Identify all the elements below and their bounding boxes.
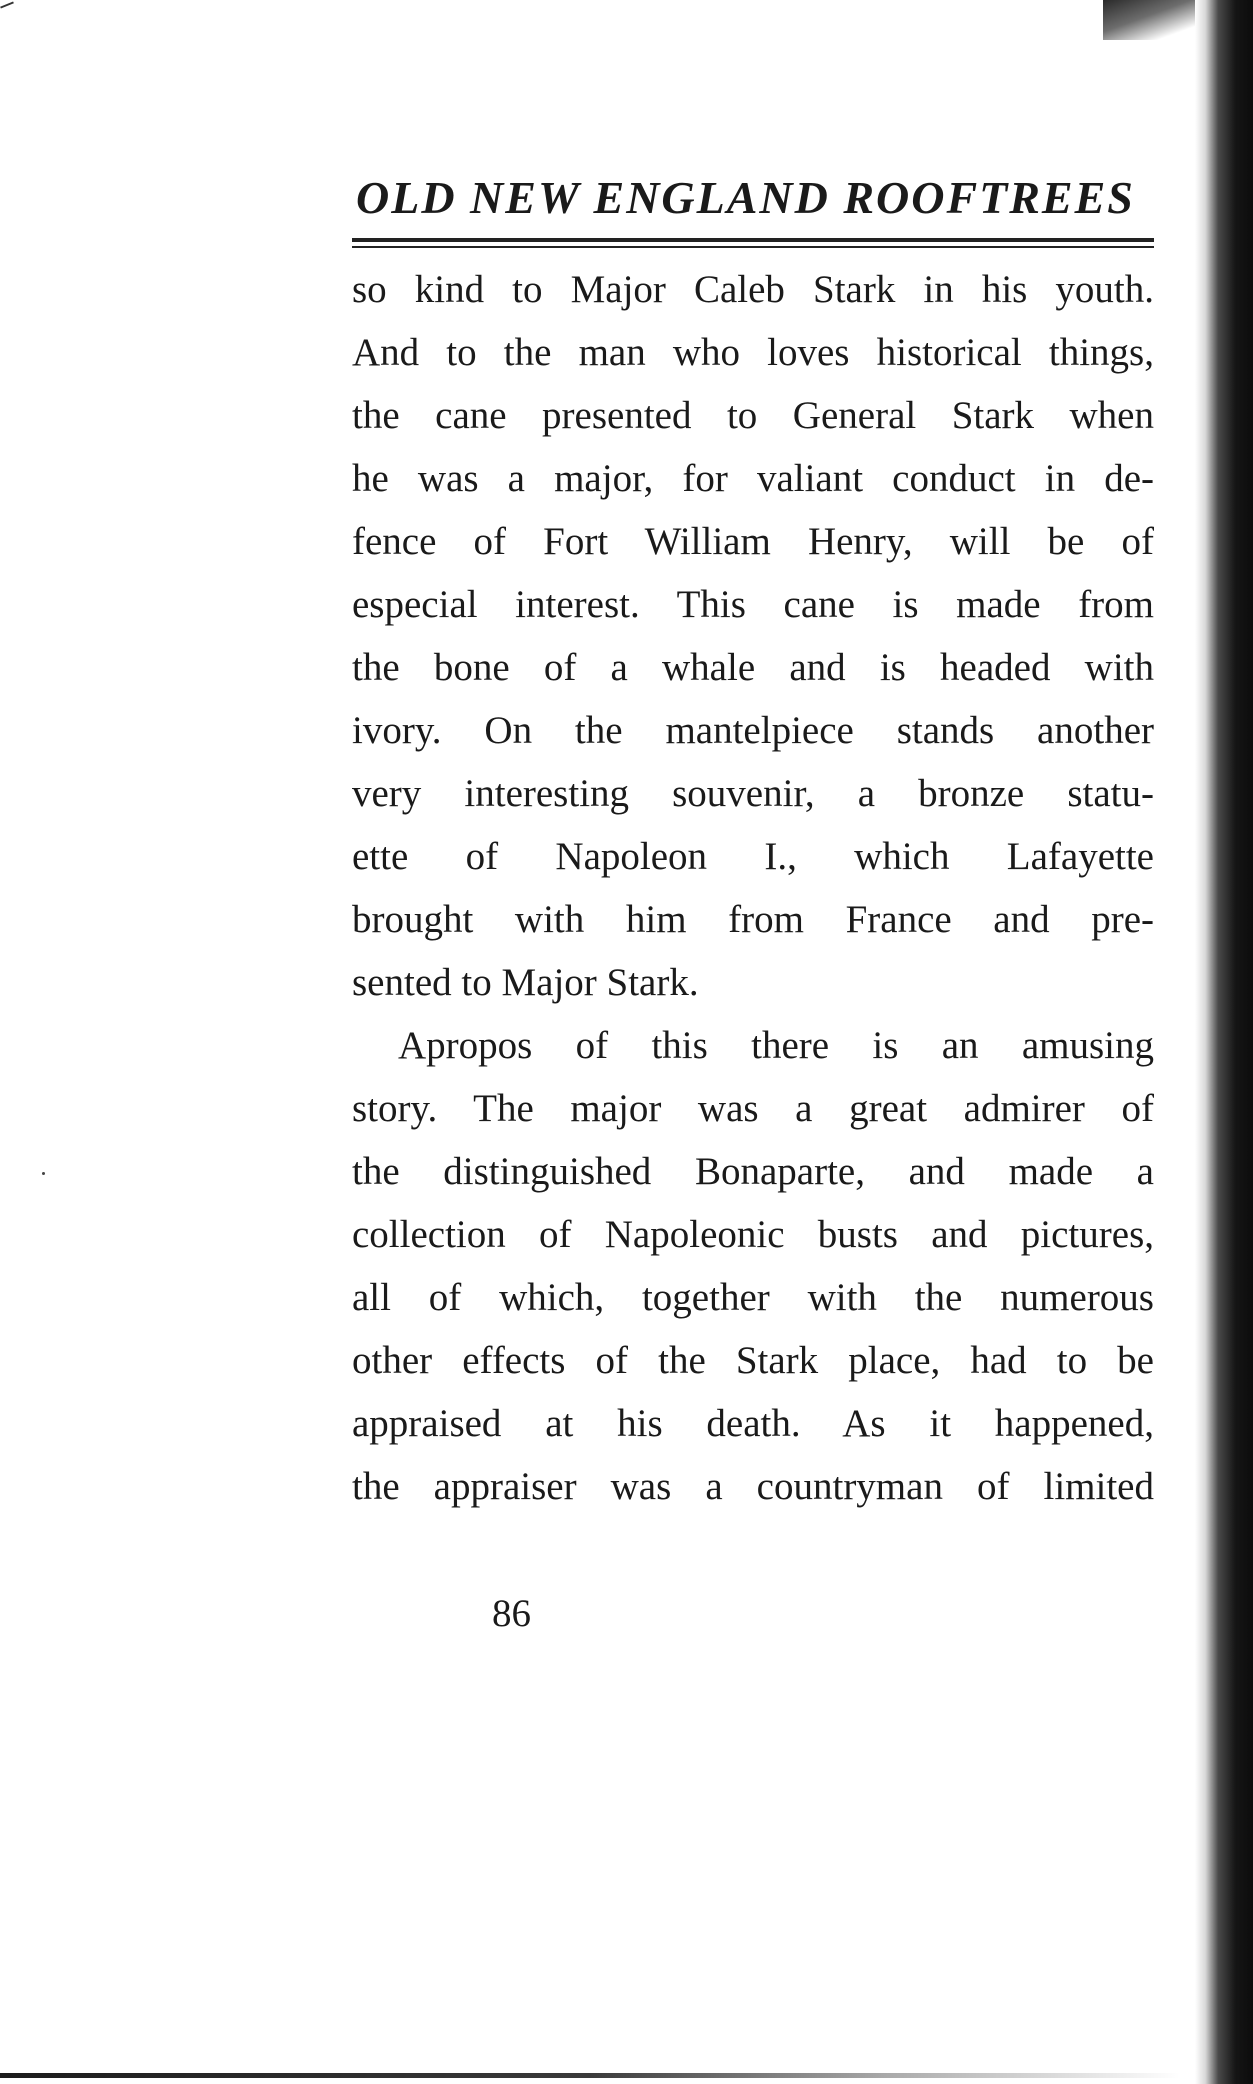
text-line: ivory. On the mantelpiece stands another bbox=[352, 709, 1154, 752]
text-line: the bone of a whale and is headed with bbox=[352, 646, 1154, 689]
text-line: all of which, together with the numerous bbox=[352, 1276, 1154, 1319]
running-head: OLD NEW ENGLAND ROOFTREES bbox=[356, 172, 1135, 223]
scan-speck bbox=[42, 1172, 45, 1175]
text-line: ette of Napoleon I., which Lafayette bbox=[352, 835, 1154, 878]
text-line: so kind to Major Caleb Stark in his youth. bbox=[352, 268, 1154, 311]
text-line: story. The major was a great admirer of bbox=[352, 1087, 1154, 1130]
text-line: other effects of the Stark place, had to be bbox=[352, 1339, 1154, 1382]
book-page bbox=[352, 170, 1154, 1518]
text-line: brought with him from France and pre- bbox=[352, 898, 1154, 941]
header-rule-thick bbox=[352, 238, 1154, 242]
text-line: fence of Fort William Henry, will be of bbox=[352, 520, 1154, 563]
paragraph-1 bbox=[352, 258, 1154, 1014]
text-line: sented to Major Stark. bbox=[352, 961, 699, 1004]
text-line: the distinguished Bonaparte, and made a bbox=[352, 1150, 1154, 1193]
text-line: appraised at his death. As it happened, bbox=[352, 1402, 1154, 1445]
text-line: And to the man who loves historical things, bbox=[352, 331, 1154, 374]
text-line: Apropos of this there is an amusing bbox=[398, 1024, 1154, 1067]
body-text bbox=[352, 258, 1154, 1518]
text-line: especial interest. This cane is made from bbox=[352, 583, 1154, 626]
text-line: he was a major, for valiant conduct in de- bbox=[352, 457, 1154, 500]
text-line: the appraiser was a countryman of limited bbox=[352, 1465, 1154, 1508]
scan-corner-mark bbox=[0, 1, 14, 8]
text-line: very interesting souvenir, a bronze statu- bbox=[352, 772, 1154, 815]
header-rule-thin bbox=[352, 246, 1154, 248]
book-binding-edge bbox=[1195, 0, 1253, 2084]
page-number: 86 bbox=[492, 1592, 531, 1635]
text-line: collection of Napoleonic busts and pictures, bbox=[352, 1213, 1154, 1256]
paragraph-2 bbox=[352, 1014, 1154, 1518]
scan-bottom-edge bbox=[0, 2073, 1180, 2078]
text-line: the cane presented to General Stark when bbox=[352, 394, 1154, 437]
